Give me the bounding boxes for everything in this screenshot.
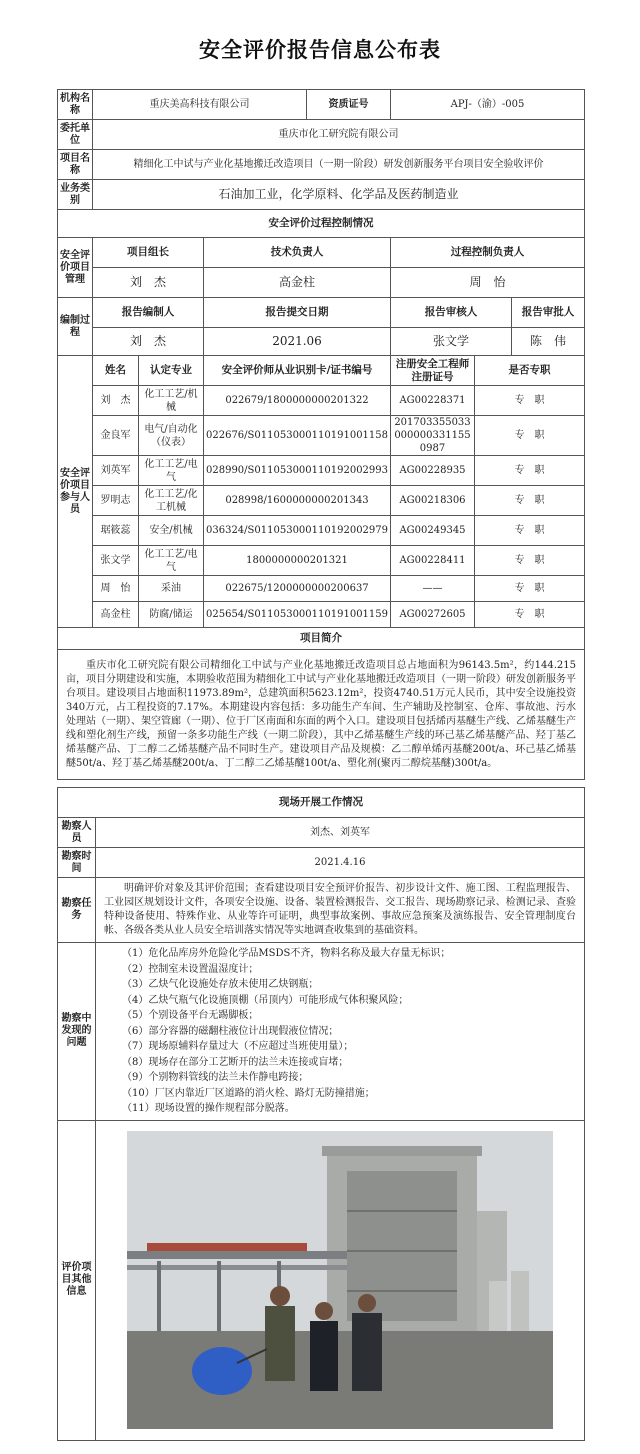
person-card: 036324/S011053000110192002979 [204,516,391,546]
person-reg: 201703355033000000331155098​7 [391,416,475,456]
info-table [57,89,585,780]
project-summary: 重庆市化工研究院有限公司精细化工中试与产业化基地搬迁改造项目总占地面积为96143.5m²，约144.215亩，项目分期建设和实施，本期验收范围为精细化工中试与产业化基地搬迁改造项目（一期一阶段）研发创新服务平台项目。建设项目占地面积11973.89m²，总建筑面积5623.12m²，投资4740.51万元人民币，其中安全设施投资340万元，占工程投资的7.17%。本期建设内容包括：多功能生产车间、生产辅助及控制室、仓库、事故池、污水处理站（一期）、架空管廊（一期）、位于厂区南面和东面的两个入口。建设项目包括烯丙基醚生产线、乙烯基醚生产线和塑化剂生产线，预留一条多功能生产线（一期二阶段），其中乙烯基醚生产线的环己基乙烯基醚产品、羟丁基乙烯基醚产品、丁二醇二乙烯基醚产品不同时生产。建设项目产品及规模：乙二醇单烯丙基醚200t/a、环己基乙烯基醚50t/a、羟丁基乙烯基醚200t/a、丁二醇二乙烯基醚100t/a、塑化剂(聚丙二醇烷基醚)300t/a。 [58,650,585,780]
person-major: 电气/自动化（仪表） [139,416,204,456]
label-participants: 安全评价项目参与人员 [58,356,93,628]
table-row [58,576,585,602]
person-card: 022679/1800000000201322 [204,386,391,416]
list-item: （9）个别物料管线的法兰未作静电跨接； [122,1072,309,1083]
person-name: 周 怡 [93,576,139,602]
person-card: 028990/S011053000110192002993 [204,456,391,486]
person-name: 琚筱蕊 [93,516,139,546]
header-reg: 注册安全工程师注册证号 [391,356,475,386]
header-name: 姓名 [93,356,139,386]
person-fulltime: 专 职 [475,546,585,576]
label-cert: 资质证号 [307,90,391,120]
org-name: 重庆美高科技有限公司 [93,90,307,120]
client-name: 重庆市化工研究院有限公司 [93,120,585,150]
project-name: 精细化工中试与产业化基地搬迁改造项目（一期一阶段）研发创新服务平台项目安全验收评价 [93,150,585,180]
issues-list [96,943,585,1121]
list-item: （7）现场原辅料存量过大（不应超过当班使用量）； [122,1041,354,1052]
person-card: 028998/1600000000201343 [204,486,391,516]
page-title: 安全评价报告信息公布表 [199,38,441,62]
person-name: 刘英军 [93,456,139,486]
person-reg: AG00249345 [391,516,475,546]
inspectors: 刘杰、刘英军 [96,818,585,848]
person-major: 安全/机械 [139,516,204,546]
header-team-leader: 项目组长 [93,238,204,268]
person-name: 张文学 [93,546,139,576]
site-photo [127,1131,553,1429]
person-reg: AG00272605 [391,602,475,628]
person-major: 防腐/储运 [139,602,204,628]
person-reg: —— [391,576,475,602]
table-row [58,386,585,416]
person-fulltime: 专 职 [475,486,585,516]
approver: 陈 伟 [512,328,585,356]
process-lead: 周 怡 [391,268,585,298]
person-major: 化工工艺/电气 [139,456,204,486]
person-major: 化工工艺/化工机械 [139,486,204,516]
label-org: 机构名称 [58,90,93,120]
table-row [58,416,585,456]
list-item: （5）个别设备平台无踢脚板； [122,1010,259,1021]
cert-no: APJ-（渝）-005 [391,90,585,120]
inspect-task: 明确评价对象及其评价范围；查看建设项目安全预评价报告、初步设计文件、施工图、工程监理报告、工业园区规划设计文件，各项安全设施、设备、装置检测报告、交工报告、现场勘察记录、检测记录、查验特种设备使用、特殊作业、从业等许可证明，典型事故案例、事故应急预案及演练报告、安全管理制度台帐、各级各类从业人员安全培训落实情况等实地调查收集到的基础资料。 [96,878,585,943]
site-section-title: 现场开展工作情况 [58,788,585,818]
person-major: 化工工艺/机械 [139,386,204,416]
label-other: 评价项目其他信息 [58,1120,96,1440]
submit-date: 2021.06 [204,328,391,356]
team-leader: 刘 杰 [93,268,204,298]
list-item: （6）部分容器的磁翻柱液位计出现假液位情况； [122,1025,339,1037]
label-compile: 编制过程 [58,298,93,356]
label-task: 勘察任务 [58,878,96,943]
header-tech-lead: 技术负责人 [204,238,391,268]
person-fulltime: 专 职 [475,456,585,486]
person-fulltime: 专 职 [475,516,585,546]
person-reg: AG00218306 [391,486,475,516]
header-compiler: 报告编制人 [93,298,204,328]
table-row [58,546,585,576]
person-name: 高金柱 [93,602,139,628]
process-section-title: 安全评价过程控制情况 [58,210,585,238]
person-card: 025654/S011053000110191001159 [204,602,391,628]
label-inspectors: 勘察人员 [58,818,96,848]
list-item: （4）乙炔气瓶气化设施顶棚（吊顶内）可能形成气体积聚风险； [122,994,409,1006]
site-photo-illustration [127,1131,553,1429]
reviewer: 张文学 [391,328,512,356]
label-time: 勘察时间 [58,848,96,878]
header-fulltime: 是否专职 [475,356,585,386]
header-major: 认定专业 [139,356,204,386]
inspect-time: 2021.4.16 [96,848,585,878]
person-major: 化工工艺/电气 [139,546,204,576]
header-card: 安全评价师从业识别卡/证书编号 [204,356,391,386]
table-row [58,486,585,516]
header-process-lead: 过程控制负责人 [391,238,585,268]
list-item: （2）控制室未设置温湿度计； [122,963,259,975]
list-item: （3）乙炔气化设施处存放未使用乙炔钢瓶； [122,979,319,990]
summary-section-title: 项目简介 [58,628,585,650]
person-card: 1800000000201321 [204,546,391,576]
header-reviewer: 报告审核人 [391,298,512,328]
person-name: 罗明志 [93,486,139,516]
site-table [57,787,585,1441]
person-name: 刘 杰 [93,386,139,416]
person-reg: AG00228411 [391,546,475,576]
person-card: 022675/1200000000200637 [204,576,391,602]
person-card: 022676/S011053000110191001158 [204,416,391,456]
list-item: （10）厂区内靠近厂区道路的消火栓、路灯无防撞措施； [122,1087,375,1099]
table-row [58,456,585,486]
person-name: 金良军 [93,416,139,456]
person-fulltime: 专 职 [475,602,585,628]
table-row [58,516,585,546]
business-category: 石油加工业，化学原料、化学品及医药制造业 [93,180,585,210]
label-issues: 勘察中发现的问题 [58,943,96,1121]
person-major: 采油 [139,576,204,602]
label-client: 委托单位 [58,120,93,150]
tech-lead: 高金柱 [204,268,391,298]
table-row [58,602,585,628]
list-item: （1）危化品库房外危险化学品MSDS不齐，物料名称及最大存量无标识； [122,948,451,959]
compiler: 刘 杰 [93,328,204,356]
person-reg: AG00228935 [391,456,475,486]
person-fulltime: 专 职 [475,576,585,602]
list-item: （11）现场设置的操作规程部分脱落。 [122,1103,295,1114]
list-item: （8）现场存在部分工艺断开的法兰未连接或盲堵； [122,1056,349,1068]
header-approver: 报告审批人 [512,298,585,328]
photo-cell [96,1120,585,1440]
label-project: 项目名称 [58,150,93,180]
label-safety-mgmt: 安全评价项目管理 [58,238,93,298]
person-reg: AG00228371 [391,386,475,416]
label-business: 业务类别 [58,180,93,210]
header-submit-date: 报告提交日期 [204,298,391,328]
person-fulltime: 专 职 [475,386,585,416]
person-fulltime: 专 职 [475,416,585,456]
